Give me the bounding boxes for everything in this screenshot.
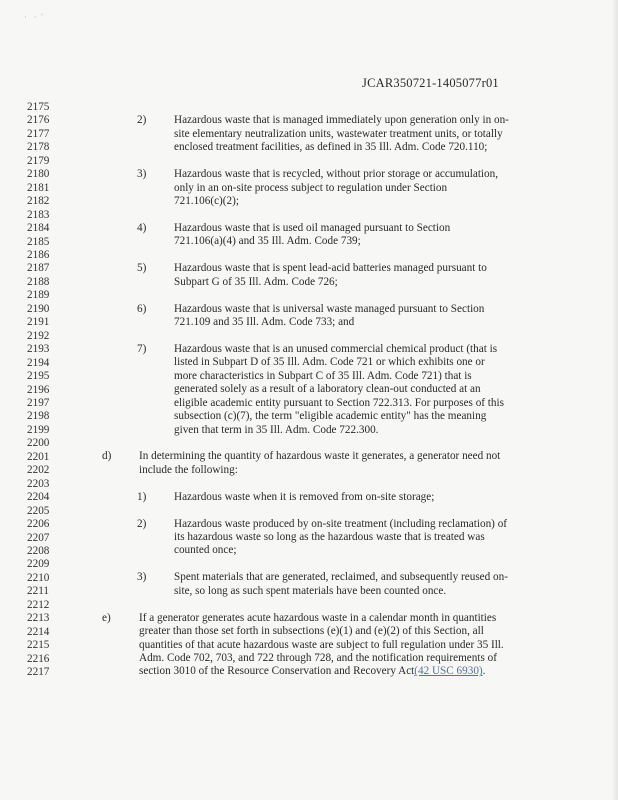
line-number: 2182	[27, 195, 50, 208]
line-number: 2180	[27, 168, 50, 181]
item-text-line: generated solely as a result of a laboratory clean-out conducted at an	[174, 383, 481, 396]
item-text-line: site elementary neutralization units, wastewater treatment units, or totally	[174, 127, 503, 140]
item-text-line: Subpart G of 35 Ill. Adm. Code 726;	[174, 275, 338, 288]
subsection-d3	[0, 571, 618, 598]
line-number: 2193	[27, 343, 50, 356]
line-number: 2191	[27, 316, 50, 329]
line-number: 2215	[27, 639, 50, 652]
item-text-line: include the following:	[139, 463, 238, 476]
line-number: 2178	[27, 141, 50, 154]
item-label: d)	[102, 450, 112, 463]
line-number: 2209	[27, 558, 50, 571]
line-number: 2217	[27, 666, 50, 679]
item-label: 1)	[137, 490, 147, 503]
line-number: 2185	[27, 235, 50, 248]
item-text-line: its hazardous waste so long as the hazardous waste that is treated was	[174, 531, 485, 543]
item-text-line: 721.106(c)(2);	[174, 195, 239, 208]
item-text-line: subsection (c)(7), the term "eligible academic entity" has the meaning	[174, 410, 487, 423]
item-text-line: eligible academic entity pursuant to Section 722.313. For purposes of this	[174, 396, 504, 409]
item-text-line: Hazardous waste when it is removed from on-site storage;	[174, 490, 435, 503]
item-text-line: enclosed treatment facilities, as defined in 35 Ill. Adm. Code 720.110;	[174, 141, 488, 154]
item-text-line: listed in Subpart D of 35 Ill. Adm. Code 721 or which exhibits one or	[174, 356, 485, 369]
item-text-line: Hazardous waste that is an unused commercial chemical product (that is	[174, 342, 498, 355]
item-text-line: counted once;	[174, 544, 237, 557]
item-label: e)	[102, 611, 111, 624]
subsection-c6	[0, 303, 618, 330]
item-label: 5)	[137, 262, 147, 275]
item-label: 2)	[137, 114, 147, 127]
item-text-line: 721.109 and 35 Ill. Adm. Code 733; and	[174, 316, 355, 328]
item-text-line: Hazardous waste that is used oil managed pursuant to Section	[174, 221, 451, 234]
usc-citation-link[interactable]: (42 USC 6930)	[414, 665, 483, 678]
line-number: 2188	[27, 275, 50, 288]
line-number: 2201	[27, 450, 50, 463]
subsection-e	[0, 612, 618, 679]
item-text-line: section 3010 of the Resource Conservation and Recovery Act	[139, 665, 415, 678]
line-number: 2210	[27, 571, 50, 584]
scan-specks: · · '	[24, 12, 43, 22]
item-text-line: Hazardous waste that is universal waste managed pursuant to Section	[174, 302, 485, 315]
line-number: 2200	[27, 437, 50, 450]
line-number: 2179	[27, 154, 50, 167]
item-text-line: more characteristics in Subpart C of 35 Ill. Adm. Code 721) that is	[174, 369, 472, 382]
item-label: 6)	[137, 302, 147, 315]
line-number: 2208	[27, 544, 50, 557]
item-label: 3)	[137, 571, 147, 584]
line-number: 2203	[27, 477, 50, 490]
line-number: 2181	[27, 181, 50, 194]
item-text-line: given that term in 35 Ill. Adm. Code 722.300.	[174, 423, 379, 436]
line-number: 2202	[27, 464, 50, 477]
subsection-d2	[0, 518, 618, 558]
document-id: JCAR350721-1405077r01	[362, 76, 499, 90]
line-number: 2175	[27, 101, 50, 113]
line-number: 2186	[27, 248, 50, 261]
subsection-c3	[0, 168, 618, 208]
line-number: 2214	[27, 625, 50, 638]
line-number: 2206	[27, 518, 50, 531]
line-number: 2204	[27, 491, 50, 504]
line-number: 2184	[27, 222, 50, 235]
line-number: 2183	[27, 208, 50, 221]
subsection-c5	[0, 262, 618, 289]
item-text-line: 721.106(a)(4) and 35 Ill. Adm. Code 739;	[174, 235, 361, 248]
line-number: 2192	[27, 329, 50, 342]
line-number: 2199	[27, 423, 50, 436]
item-text-line: Hazardous waste that is managed immediately upon generation only in on-	[174, 114, 509, 127]
item-text-line: Adm. Code 702, 703, and 722 through 728, and the notification requirements of	[139, 651, 497, 664]
item-label: 4)	[137, 221, 147, 234]
item-text-line: quantities of that acute hazardous waste are subject to full regulation under 35 Ill.	[139, 638, 504, 651]
item-text-line-last	[139, 665, 485, 678]
line-number: 2176	[27, 114, 50, 127]
line-number: 2196	[27, 383, 50, 396]
line-number: 2197	[27, 396, 50, 409]
subsection-c2	[0, 114, 618, 154]
item-text-line: Hazardous waste produced by on-site treatment (including reclamation) of	[174, 517, 508, 530]
line-number: 2195	[27, 370, 50, 383]
line-number: 2216	[27, 652, 50, 665]
item-label: 7)	[137, 342, 147, 355]
item-text-line: only in an on-site process subject to regulation under Section	[174, 181, 448, 194]
line-number: 2194	[27, 356, 50, 369]
line-number: 2189	[27, 289, 50, 302]
line-number: 2205	[27, 504, 50, 517]
line-number: 2190	[27, 302, 50, 315]
line-number: 2211	[27, 585, 49, 598]
line-number: 2207	[27, 531, 50, 544]
item-label: 3)	[137, 168, 147, 181]
line-number: 2177	[27, 127, 50, 140]
item-text-line: greater than those set forth in subsections (e)(1) and (e)(2) of this Section, all	[139, 625, 484, 638]
item-text-line: Spent materials that are generated, reclaimed, and subsequently reused on-	[174, 571, 508, 584]
item-label: 2)	[137, 517, 147, 530]
document-body	[0, 101, 618, 679]
item-text-line: Hazardous waste that is recycled, without prior storage or accumulation,	[174, 168, 499, 181]
line-number: 2212	[27, 598, 50, 611]
subsection-d1	[0, 491, 618, 504]
item-text-line: If a generator generates acute hazardous waste in a calendar month in quantities	[139, 611, 497, 624]
item-text-line: In determining the quantity of hazardous waste it generates, a generator need not	[139, 450, 501, 463]
subsection-c4	[0, 222, 618, 249]
item-text-line: Hazardous waste that is spent lead-acid batteries managed pursuant to	[174, 262, 487, 275]
line-number: 2213	[27, 612, 50, 625]
subsection-c7	[0, 343, 618, 437]
line-number: 2187	[27, 262, 50, 275]
sentence-end: .	[482, 665, 486, 678]
item-text-line: site, so long as such spent materials have been counted once.	[174, 584, 447, 597]
subsection-d	[0, 450, 618, 477]
line-number: 2198	[27, 410, 50, 423]
